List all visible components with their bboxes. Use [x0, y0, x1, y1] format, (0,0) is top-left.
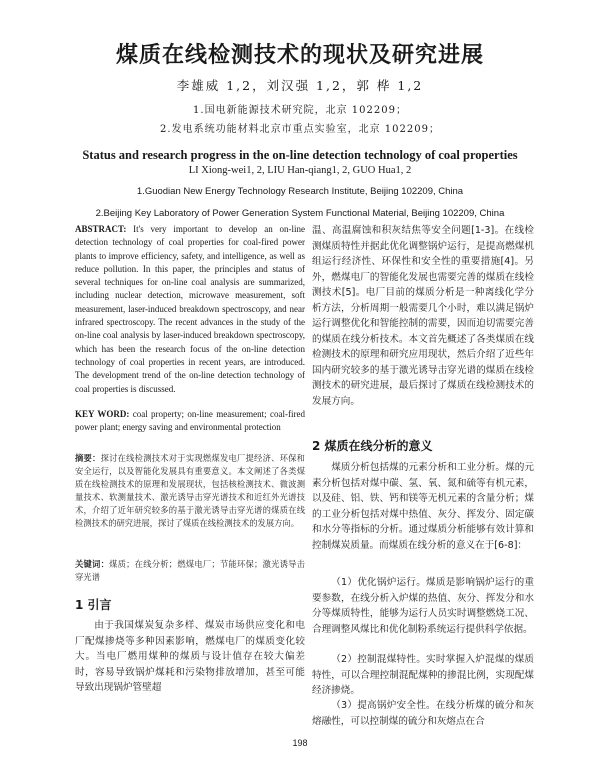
keywords-cn-text: 煤质；在线分析；燃煤电厂；节能环保；激光诱导击穿光谱 — [75, 559, 305, 582]
section2-paragraph-1: 煤质分析包括煤的元素分析和工业分析。煤的元素分析包括对煤中碳、氢、氧、氮和硫等有机元素，以及硅、铝、铁、钙和镁等无机元素的含量分析；煤的工业分析包括对煤中热值、灰分、挥发分、固定碳和水分等指标的分析。通过煤质分析能够有效计算和控制煤炭质量。而煤质在线分析的意义在于[6-8]： — [312, 462, 534, 551]
left-column-english — [75, 223, 305, 434]
section2-paragraph-2: （1）优化锅炉运行。煤质是影响锅炉运行的重要参数，在线分析入炉煤的热值、灰分、挥发分和水分等煤质特性，能够为运行人员实时调整燃烧工况、合理调整风煤比和优化制粉系统运行提供科学依据。 — [312, 577, 534, 635]
abstract-cn — [75, 452, 305, 530]
abstract-cn-text: 探讨在线检测技术对于实现燃煤发电厂提经济、环保和安全运行，以及智能化发展具有重要意义。本文阐述了各类煤质在线检测技术的原理和发展现状，包括核检测技术、微波测量技术、软测量技术、激光诱导击穿光谱技术和近红外光谱技术，介绍了近年研究较多的基于激光诱导击穿光谱的煤质在线检测技术的研究进展，探讨了煤质在线检测技术的发展方向。 — [75, 453, 305, 528]
paper-title-en: Status and research progress in the on-line detection technology of coal properties — [82, 148, 518, 162]
section2-heading: 2 煤质在线分析的意义 — [312, 439, 433, 453]
section1-heading: 1 引言 — [75, 598, 112, 612]
affiliation-cn-1: 1.国电新能源技术研究院，北京 102209； — [193, 105, 407, 116]
affiliation-en-1: 1.Guodian New Energy Technology Research Institute, Beijing 102209, China — [136, 186, 464, 197]
keywords-en — [75, 408, 305, 435]
keywords-en-text: coal property; on-line measurement; coal-fired power plant; energy saving and environmental protection — [75, 408, 305, 433]
section2-paragraph-3: （2）控制混煤特性。实时掌握入炉混煤的煤质特性，可以合理控制混配煤种的掺混比例，实现配煤经济掺烧。 — [312, 654, 534, 696]
authors-en: LI Xiong-wei1, 2, LIU Han-qiang1, 2, GUO Hua1, 2 — [188, 165, 412, 176]
affiliation-cn-2: 2.发电系统功能材料北京市重点实验室，北京 102209； — [160, 124, 440, 135]
page-number: 198 — [292, 738, 308, 748]
section2-paragraph-4: （3）提高锅炉安全性。在线分析煤的硫分和灰熔融性，可以控制煤的硫分和灰熔点在合 — [312, 700, 534, 727]
authors-cn: 李雄威 1,2，刘汉强 1,2，郭 桦 1,2 — [176, 78, 424, 93]
keywords-cn-label: 关键词： — [75, 559, 110, 569]
abstract-en-label: ABSTRACT: — [75, 224, 127, 234]
abstract-cn-label: 摘要： — [75, 453, 101, 463]
right-paragraph-1: 温、高温腐蚀和积灰结焦等安全问题[1-3]。在线检测煤质特性并据此优化调整锅炉运行，是提高燃煤机组运行经济性、环保性和安全性的重要措施[4]。另外，燃煤电厂的智能化发展也需要完善的煤质在线检测技术[5]。电厂目前的煤质分析是一种离线化学分析方法，分析周期一般需要几个小时，难以满足锅炉运行调整优化和智能控制的需要，因而迫切需要完善的煤质在线分析技术。本文首先概述了各类煤质在线检测技术的原理和研究应用现状，然后介绍了近些年国内研究较多的基于激光诱导击穿光谱的煤质在线检测技术的研究进展，最后探讨了煤质在线检测技术的发展方向。 — [312, 225, 534, 407]
section1-paragraph: 由于我国煤炭复杂多样、煤炭市场供应变化和电厂配煤掺烧等多种因素影响，燃煤电厂的煤质变化较大。当电厂燃用煤种的煤质与设计值存在较大偏差时，容易导致锅炉煤耗和污染物排放增加，甚至可能导致出现锅炉管壁超 — [75, 620, 305, 693]
abstract-en-text: It's very important to develop an on-line detection technology of coal properties for coal-fired power plants to improve efficiency, safety, and intelligence, as well as reduce pollution. In this paper, the principles and status of several techniques for on-line coal analysis are summarized, including nuclear detection, microwave measurement, soft measurement, laser-induced breakdown spectroscopy, and near infrared spectroscopy. The recent advances in the study of the on-line coal analysis by laser-induced breakdown spectroscopy, which has been the research focus of the on-line detection technology of coal properties in recent years, are introduced. The development trend of the on-line detection technology of coal properties is discussed. — [75, 224, 305, 394]
keywords-en-label: KEY WORD: — [75, 408, 130, 419]
paper-title-cn: 煤质在线检测技术的现状及研究进展 — [115, 43, 484, 68]
abstract-en — [75, 223, 305, 396]
keywords-cn — [75, 558, 305, 584]
affiliation-en-2: 2.Beijing Key Laboratory of Power Generation System Functional Material, Beijing 102209, China — [95, 208, 505, 219]
